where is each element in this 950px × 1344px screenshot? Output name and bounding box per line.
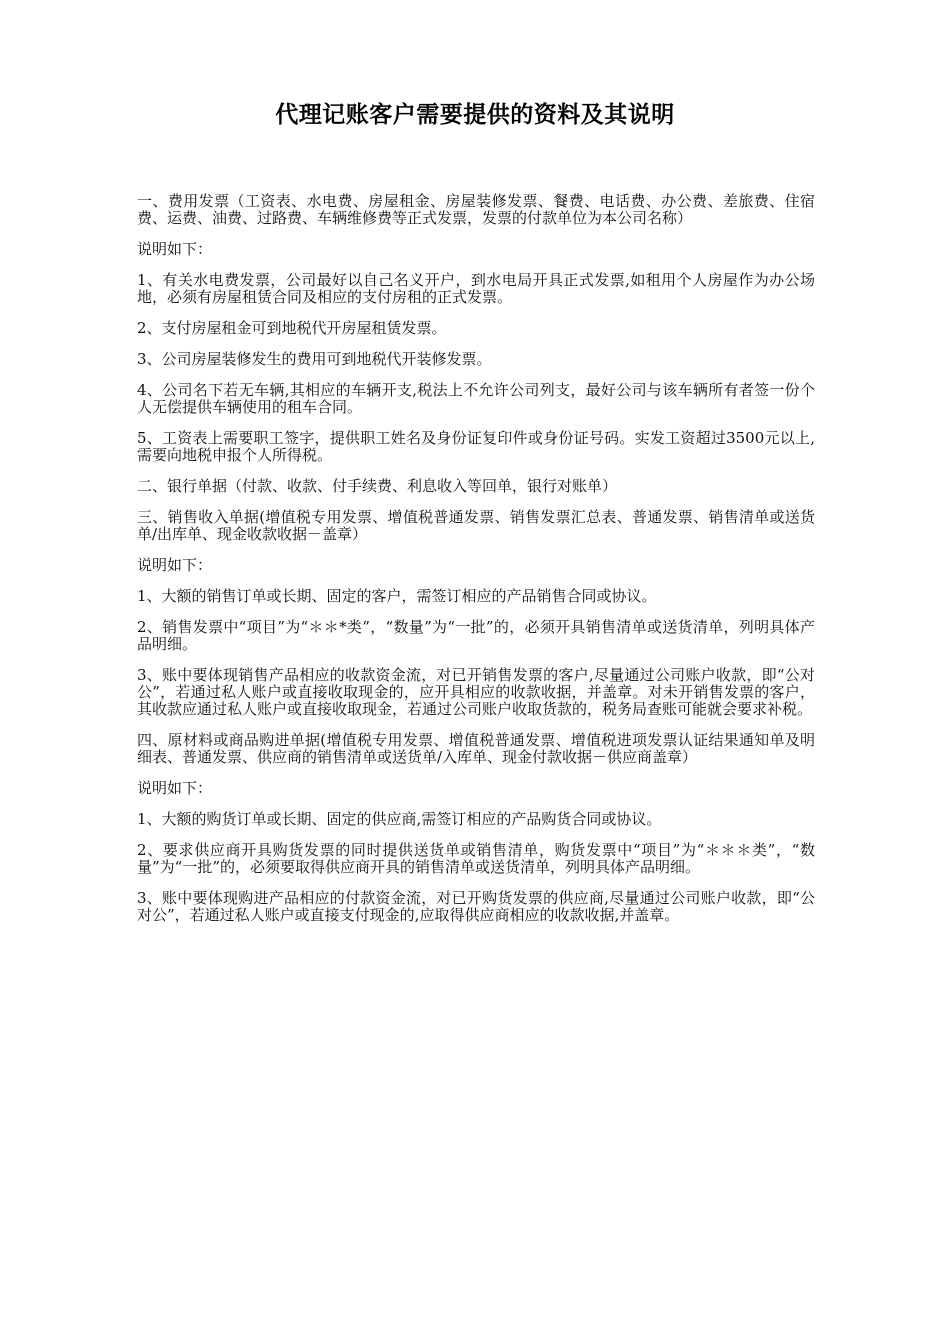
- section-2-heading: 二、银行单据（付款、收款、付手续费、利息收入等回单，银行对账单）: [137, 477, 618, 495]
- section-3-item-2: 2、销售发票中“项目”为“＊＊*类”，“数量”为“一批”的，必须开具销售清单或送货清单，列明具体产品明细。: [137, 618, 815, 653]
- section-1-item-2: 2、支付房屋租金可到地税代开房屋租赁发票。: [137, 319, 447, 337]
- section-4-item-3: 3、账中要体现购进产品相应的付款资金流，对已开购货发票的供应商,尽量通过公司账户收款，即“公对公”，若通过私人账户或直接支付现金的,应取得供应商相应的收款收据,并盖章。: [137, 889, 815, 924]
- section-3-item-3: 3、账中要体现销售产品相应的收款资金流，对已开销售发票的客户,尽量通过公司账户收款，即“公对公”，若通过私人账户或直接收取现金的，应开具相应的收款收据，并盖章。对未开销售发票的客户，其收款应通过私人账户或直接收取现金，若通过公司账户收取货款的，税务局查账可能就会要求补税。: [137, 666, 815, 718]
- section-1-heading: 一、费用发票（工资表、水电费、房屋租金、房屋装修发票、餐费、电话费、办公费、差旅费、住宿费、运费、油费、过路费、车辆维修费等正式发票，发票的付款单位为本公司名称）: [137, 192, 815, 227]
- section-4-item-2: 2、要求供应商开具购货发票的同时提供送货单或销售清单，购货发票中“项目”为“＊＊＊类”，“数量”为“一批”的，必须要取得供应商开具的销售清单或送货清单，列明具体产品明细。: [137, 841, 815, 876]
- section-1-item-5: 5、工资表上需要职工签字，提供职工姓名及身份证复印件或身份证号码。实发工资超过3500元以上,需要向地税申报个人所得税。: [137, 429, 815, 464]
- document-title: 代理记账客户需要提供的资料及其说明: [275, 102, 675, 128]
- section-4-item-1: 1、大额的购货订单或长期、固定的供应商,需签订相应的产品购货合同或协议。: [137, 810, 662, 828]
- section-3-heading: 三、销售收入单据(增值税专用发票、增值税普通发票、销售发票汇总表、普通发票、销售清单或送货单/出库单、现金收款收据－盖章）: [137, 508, 815, 543]
- section-1-item-4: 4、公司名下若无车辆,其相应的车辆开支,税法上不允许公司列支，最好公司与该车辆所有者签一份个人无偿提供车辆使用的租车合同。: [137, 381, 815, 416]
- section-1-item-3: 3、公司房屋装修发生的费用可到地税代开装修发票。: [137, 350, 492, 368]
- explanation-label: 说明如下：: [137, 240, 213, 258]
- section-1-item-1: 1、有关水电费发票，公司最好以自己名义开户，到水电局开具正式发票,如租用个人房屋作为办公场地，必须有房屋租赁合同及相应的支付房租的正式发票。: [137, 271, 815, 306]
- explanation-label: 说明如下：: [137, 779, 213, 797]
- document-body: [137, 193, 815, 938]
- section-3-item-1: 1、大额的销售订单或长期、固定的客户，需签订相应的产品销售合同或协议。: [137, 587, 657, 605]
- section-4-heading: 四、原材料或商品购进单据(增值税专用发票、增值税普通发票、增值税进项发票认证结果通知单及明细表、普通发票、供应商的销售清单或送货单/入库单、现金付款收据－供应商盖章）: [137, 731, 815, 766]
- explanation-label: 说明如下：: [137, 556, 213, 574]
